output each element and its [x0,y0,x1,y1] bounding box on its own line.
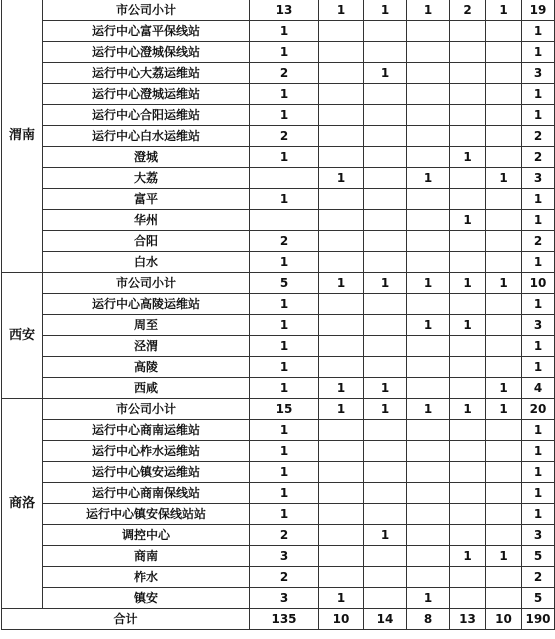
count-cell: 1 [486,546,522,567]
unit-name-cell: 调控中心 [43,525,250,546]
table-row [2,546,555,567]
table-row [2,315,555,336]
count-cell: 2 [250,231,319,252]
unit-name-cell: 镇安 [43,588,250,609]
table-row [2,420,555,441]
unit-name-cell: 运行中心商南保线站 [43,483,250,504]
row-total-cell: 1 [522,42,555,63]
count-cell [319,84,364,105]
count-cell [486,357,522,378]
unit-name-cell: 泾渭 [43,336,250,357]
unit-name-cell: 运行中心澄城运维站 [43,84,250,105]
count-cell [486,420,522,441]
row-total-cell: 2 [522,147,555,168]
count-cell [450,84,486,105]
count-cell [486,147,522,168]
table-row [2,126,555,147]
table-row [2,42,555,63]
region-name-cell: 渭南 [2,0,43,273]
count-cell: 1 [364,399,407,420]
count-cell [407,567,450,588]
count-cell: 3 [250,588,319,609]
count-cell [450,252,486,273]
count-cell [450,63,486,84]
count-cell [319,252,364,273]
count-cell [407,504,450,525]
count-cell: 1 [250,21,319,42]
table-row [2,462,555,483]
count-cell [486,462,522,483]
count-cell [486,315,522,336]
total-count-cell: 10 [319,609,364,630]
table-row [2,525,555,546]
total-count-cell: 10 [486,609,522,630]
count-cell [319,567,364,588]
count-cell: 1 [250,315,319,336]
count-cell: 5 [250,273,319,294]
unit-name-cell: 市公司小计 [43,0,250,21]
count-cell [450,588,486,609]
grand-total-label: 合计 [2,609,250,630]
count-cell [364,210,407,231]
count-cell: 1 [319,168,364,189]
row-total-cell: 1 [522,21,555,42]
count-cell: 1 [364,63,407,84]
count-cell: 1 [407,315,450,336]
unit-name-cell: 运行中心高陵运维站 [43,294,250,315]
unit-name-cell: 商南 [43,546,250,567]
count-cell [364,420,407,441]
count-cell [486,336,522,357]
count-cell [319,126,364,147]
count-cell [319,294,364,315]
row-total-cell: 1 [522,420,555,441]
count-cell: 1 [364,525,407,546]
count-cell: 1 [250,483,319,504]
table-row [2,21,555,42]
unit-name-cell: 柞水 [43,567,250,588]
count-cell [450,105,486,126]
unit-name-cell: 白水 [43,252,250,273]
unit-name-cell: 高陵 [43,357,250,378]
row-total-cell: 3 [522,63,555,84]
count-cell [319,462,364,483]
count-cell [364,546,407,567]
count-cell [407,84,450,105]
table-row [2,210,555,231]
total-count-cell: 8 [407,609,450,630]
count-cell [319,42,364,63]
count-cell: 1 [250,294,319,315]
row-total-cell: 3 [522,168,555,189]
count-cell [364,504,407,525]
unit-name-cell: 富平 [43,189,250,210]
count-cell [319,483,364,504]
table-row [2,252,555,273]
count-cell: 1 [250,189,319,210]
count-cell [364,42,407,63]
count-cell [450,294,486,315]
count-cell [319,357,364,378]
row-total-cell: 4 [522,378,555,399]
count-cell: 2 [250,567,319,588]
count-cell [450,525,486,546]
count-cell [319,63,364,84]
row-total-cell: 1 [522,294,555,315]
count-cell: 1 [407,399,450,420]
table-row [2,147,555,168]
unit-name-cell: 运行中心镇安保线站站 [43,504,250,525]
unit-name-cell: 运行中心商南运维站 [43,420,250,441]
count-cell [450,378,486,399]
count-cell [450,126,486,147]
count-cell [364,189,407,210]
total-count-cell: 135 [250,609,319,630]
count-cell [407,21,450,42]
count-cell: 1 [319,378,364,399]
count-cell [364,21,407,42]
row-total-cell: 19 [522,0,555,21]
count-cell [364,126,407,147]
unit-name-cell: 西咸 [43,378,250,399]
count-cell [450,357,486,378]
row-total-cell: 2 [522,567,555,588]
table-body [2,0,555,630]
count-cell [319,189,364,210]
count-cell [407,357,450,378]
count-cell: 1 [250,336,319,357]
count-cell: 1 [250,462,319,483]
count-cell [486,294,522,315]
count-cell [319,441,364,462]
unit-name-cell: 华州 [43,210,250,231]
count-cell: 1 [407,168,450,189]
count-cell: 1 [319,588,364,609]
count-cell [407,546,450,567]
count-cell [486,126,522,147]
count-cell: 1 [407,0,450,21]
table-row [2,504,555,525]
count-cell [407,147,450,168]
count-cell [486,567,522,588]
count-cell [450,168,486,189]
count-cell [319,315,364,336]
count-cell: 1 [486,273,522,294]
count-cell: 1 [364,0,407,21]
count-cell: 1 [250,378,319,399]
table-row [2,588,555,609]
count-cell [319,210,364,231]
count-cell: 1 [364,378,407,399]
count-cell [407,525,450,546]
count-cell [364,483,407,504]
row-total-cell: 3 [522,315,555,336]
count-cell: 1 [486,0,522,21]
count-cell: 3 [250,546,319,567]
count-cell: 1 [250,84,319,105]
grand-total-cell: 190 [522,609,555,630]
row-total-cell: 2 [522,126,555,147]
row-total-cell: 1 [522,105,555,126]
count-cell: 1 [250,147,319,168]
total-count-cell: 13 [450,609,486,630]
table-row [2,231,555,252]
count-cell [450,231,486,252]
table-row [2,441,555,462]
row-total-cell: 1 [522,504,555,525]
table-row [2,63,555,84]
count-cell [486,189,522,210]
count-cell [407,336,450,357]
count-cell [364,315,407,336]
count-cell [450,420,486,441]
count-cell [364,441,407,462]
count-cell [319,147,364,168]
count-cell: 1 [250,105,319,126]
count-cell: 1 [250,357,319,378]
row-total-cell: 3 [522,525,555,546]
unit-name-cell: 澄城 [43,147,250,168]
count-cell [486,63,522,84]
count-cell [486,504,522,525]
unit-name-cell: 运行中心柞水运维站 [43,441,250,462]
count-cell [407,483,450,504]
count-cell: 1 [407,273,450,294]
count-cell [364,105,407,126]
count-cell [319,231,364,252]
count-cell [364,294,407,315]
count-cell [319,525,364,546]
count-cell [450,42,486,63]
subtotal-row [2,0,555,21]
row-total-cell: 1 [522,252,555,273]
count-cell [450,567,486,588]
unit-name-cell: 运行中心镇安运维站 [43,462,250,483]
count-cell: 1 [250,42,319,63]
count-cell: 2 [250,126,319,147]
count-cell: 13 [250,0,319,21]
count-cell [450,462,486,483]
table-row [2,168,555,189]
count-cell [407,189,450,210]
count-cell: 2 [250,63,319,84]
count-cell [407,231,450,252]
count-cell [450,336,486,357]
count-cell [364,168,407,189]
row-total-cell: 5 [522,588,555,609]
count-cell: 1 [486,378,522,399]
count-cell [364,588,407,609]
count-cell [407,63,450,84]
unit-name-cell: 运行中心富平保线站 [43,21,250,42]
unit-name-cell: 运行中心合阳运维站 [43,105,250,126]
unit-name-cell: 周至 [43,315,250,336]
count-cell [486,84,522,105]
region-name-cell: 西安 [2,273,43,399]
count-cell [319,21,364,42]
row-total-cell: 1 [522,483,555,504]
count-cell [450,504,486,525]
count-cell [486,231,522,252]
count-cell [450,441,486,462]
count-cell [364,567,407,588]
count-cell [319,504,364,525]
count-cell: 1 [450,546,486,567]
count-cell: 1 [250,420,319,441]
count-cell [407,378,450,399]
count-cell [486,21,522,42]
count-cell: 1 [486,399,522,420]
total-count-cell: 14 [364,609,407,630]
count-cell [319,420,364,441]
count-cell [319,546,364,567]
count-cell [450,21,486,42]
count-cell [486,210,522,231]
count-cell: 1 [486,168,522,189]
count-cell: 1 [450,210,486,231]
count-cell [250,168,319,189]
table-row [2,357,555,378]
unit-name-cell: 市公司小计 [43,273,250,294]
count-cell [486,588,522,609]
count-cell [364,231,407,252]
count-cell [486,42,522,63]
count-cell [250,210,319,231]
count-cell [407,210,450,231]
statistics-table [1,0,555,630]
count-cell [364,462,407,483]
count-cell: 2 [450,0,486,21]
row-total-cell: 5 [522,546,555,567]
count-cell [486,252,522,273]
count-cell [407,462,450,483]
count-cell: 1 [250,504,319,525]
unit-name-cell: 运行中心澄城保线站 [43,42,250,63]
count-cell [450,189,486,210]
unit-name-cell: 市公司小计 [43,399,250,420]
count-cell [407,441,450,462]
row-total-cell: 1 [522,210,555,231]
count-cell [486,483,522,504]
count-cell [407,105,450,126]
count-cell [486,441,522,462]
count-cell [407,252,450,273]
table-row [2,294,555,315]
unit-name-cell: 合阳 [43,231,250,252]
unit-name-cell: 大荔 [43,168,250,189]
count-cell: 1 [450,315,486,336]
row-total-cell: 1 [522,84,555,105]
count-cell [364,336,407,357]
count-cell [407,42,450,63]
count-cell: 1 [250,441,319,462]
row-total-cell: 20 [522,399,555,420]
table-row [2,105,555,126]
unit-name-cell: 运行中心白水运维站 [43,126,250,147]
unit-name-cell: 运行中心大荔运维站 [43,63,250,84]
count-cell: 1 [319,273,364,294]
row-total-cell: 1 [522,462,555,483]
table-row [2,84,555,105]
count-cell: 1 [250,252,319,273]
table-row [2,189,555,210]
count-cell: 1 [450,147,486,168]
count-cell: 1 [319,0,364,21]
row-total-cell: 10 [522,273,555,294]
table-row [2,567,555,588]
count-cell: 1 [364,273,407,294]
count-cell [407,420,450,441]
table-row [2,483,555,504]
row-total-cell: 1 [522,336,555,357]
table-row [2,378,555,399]
count-cell: 1 [319,399,364,420]
subtotal-row [2,273,555,294]
count-cell: 1 [450,399,486,420]
count-cell [364,357,407,378]
grand-total-row [2,609,555,630]
count-cell [319,105,364,126]
count-cell: 15 [250,399,319,420]
count-cell [407,126,450,147]
row-total-cell: 1 [522,441,555,462]
table-row [2,336,555,357]
count-cell: 1 [407,588,450,609]
count-cell: 1 [450,273,486,294]
row-total-cell: 1 [522,357,555,378]
count-cell [407,294,450,315]
count-cell [364,84,407,105]
count-cell [319,336,364,357]
row-total-cell: 2 [522,231,555,252]
count-cell [450,483,486,504]
row-total-cell: 1 [522,189,555,210]
count-cell [486,105,522,126]
subtotal-row [2,399,555,420]
region-name-cell: 商洛 [2,399,43,609]
count-cell: 2 [250,525,319,546]
count-cell [486,525,522,546]
count-cell [364,147,407,168]
count-cell [364,252,407,273]
